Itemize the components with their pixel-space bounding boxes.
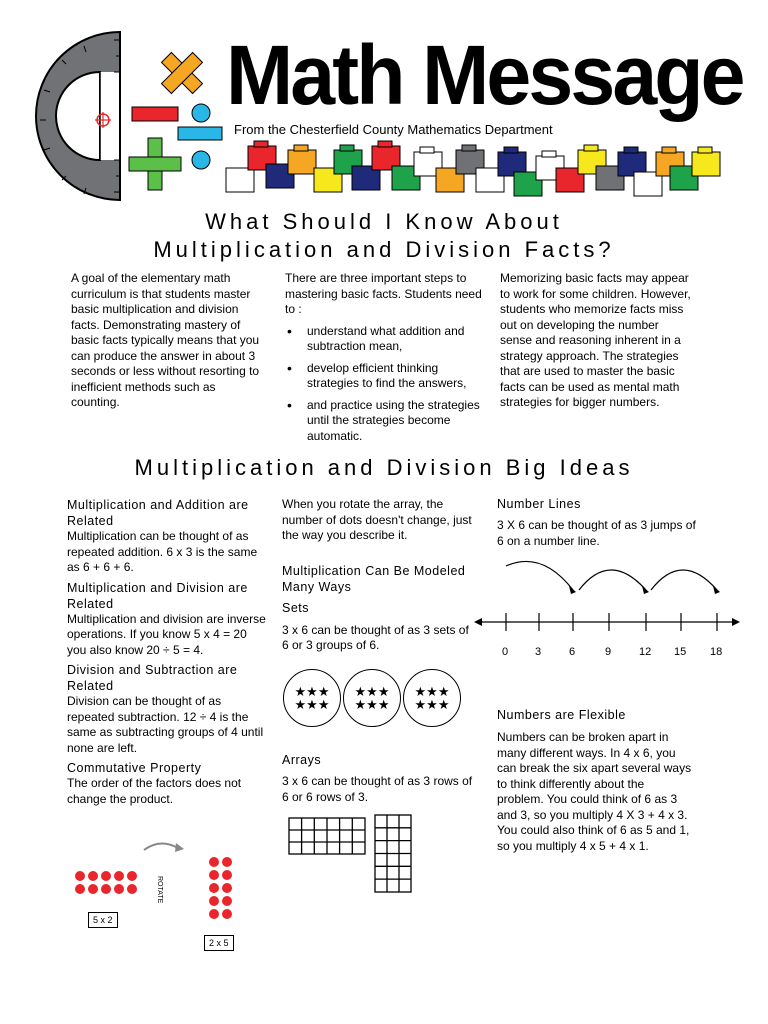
label-5x2: 5 x 2 — [88, 912, 118, 928]
subheading: Division and Subtraction are Related — [67, 663, 238, 693]
list-item: • and practice using the strategies until the strategies become automatic. — [285, 398, 483, 445]
star-row: ★★★ — [294, 697, 330, 712]
label-2x5: 2 x 5 — [204, 935, 234, 951]
section1-heading-line2: Multiplication and Division Facts? — [153, 237, 615, 262]
subheading: Multiplication and Addition are Related — [67, 498, 249, 528]
section1-heading-line1: What Should I Know About — [205, 209, 563, 234]
page-title: Math Message — [226, 28, 743, 122]
star-row: ★★★ — [354, 697, 390, 712]
subheading: Numbers are Flexible — [497, 708, 626, 722]
list-item: • develop efficient thinking strategies to find the answers, — [285, 361, 483, 392]
star-row: ★★★ — [294, 684, 330, 699]
section1-col3: Memorizing basic facts may appear to work for some children. However, students who memorize facts miss out on developing the number sense and reasoning inherent in a strategy approach. The strategies that are used to master the basic facts can be used as mental math strategies for bigger numbers. — [500, 271, 691, 409]
star-row: ★★★ — [414, 697, 450, 712]
paragraph: 3 X 6 can be thought of as 3 jumps of 6 on a number line. — [497, 518, 696, 548]
set-circle — [343, 669, 401, 727]
subheading: Multiplication Can Be Modeled Many Ways — [282, 563, 466, 594]
subheading: Arrays — [282, 753, 322, 767]
paragraph: Multiplication and division are inverse operations. If you know 5 x 4 = 20 you also know 20 ÷ 5 = 4. — [67, 611, 266, 657]
sets-model — [283, 669, 461, 727]
protractor-icon — [36, 32, 120, 200]
plus-sign-icon — [129, 138, 181, 190]
divide-sign-icon — [178, 104, 222, 169]
paragraph: The order of the factors does not change the product. — [67, 776, 242, 806]
minus-sign-icon — [132, 107, 178, 121]
page-subtitle: From the Chesterfield County Mathematics Department — [234, 122, 553, 137]
star-row: ★★★ — [354, 684, 390, 699]
star-row: ★★★ — [414, 684, 450, 699]
section1-col1: A goal of the elementary math curriculum is that students master basic multiplication and division facts. Demonstrating mastery of basic facts typically means that you can produce the answer in about 3 seconds or less without resorting to inefficient methods such as counting. — [71, 271, 260, 409]
times-sign-icon — [161, 52, 202, 93]
section1-col2-intro: There are three important steps to mastering basic facts. Students need to : — [285, 271, 482, 316]
subheading: Sets — [282, 600, 310, 615]
tick-label: 3 — [535, 646, 542, 658]
paragraph: Numbers can be broken apart in many different ways. In 4 x 6, you can break the six apart several ways to think differently about the problem. You could think of 6 as 3 and 3, so you multiply 4 X 3 + 4 x 3. You could also think of 6 as 5 and 1, so you multiply 4 x 5 + 4 x 1. — [497, 730, 692, 853]
section2-heading: Multiplication and Division Big Ideas — [134, 455, 634, 480]
steps-list — [285, 324, 483, 445]
arrays-diagram — [288, 814, 418, 896]
subheading: Number Lines — [497, 497, 581, 511]
subheading: Commutative Property — [67, 761, 202, 775]
paragraph: Division can be thought of as repeated subtraction. 12 ÷ 4 is the same as subtracting groups of 4 until none are left. — [67, 694, 264, 755]
list-item: • understand what addition and subtraction mean, — [285, 324, 483, 355]
set-circle — [283, 669, 341, 727]
paragraph: 3 x 6 can be thought of as 3 rows of 6 or 6 rows of 3. — [282, 774, 473, 804]
tick-label: 18 — [710, 646, 723, 658]
tick-label: 15 — [674, 646, 687, 658]
rotate-label: ROTATE — [156, 876, 163, 904]
paragraph: 3 x 6 can be thought of as 3 sets of 6 or 3 groups of 6. — [282, 622, 469, 652]
tick-label: 6 — [569, 646, 576, 658]
number-line-diagram — [470, 556, 746, 636]
paragraph: Multiplication can be thought of as repeated addition. 6 x 3 is the same as 6 + 6 + 6. — [67, 529, 258, 574]
tick-label: 9 — [605, 646, 612, 658]
big-ideas-middle — [282, 497, 478, 654]
linking-cubes-icon — [226, 141, 720, 196]
tick-label: 12 — [639, 646, 652, 658]
subheading: Multiplication and Division are Related — [67, 580, 248, 611]
paragraph: When you rotate the array, the number of dots doesn't change, just the way you describe it. — [282, 497, 472, 542]
section1-col2 — [285, 271, 483, 450]
set-circle — [403, 669, 461, 727]
big-ideas-left — [67, 497, 267, 807]
tick-label: 0 — [502, 646, 509, 658]
